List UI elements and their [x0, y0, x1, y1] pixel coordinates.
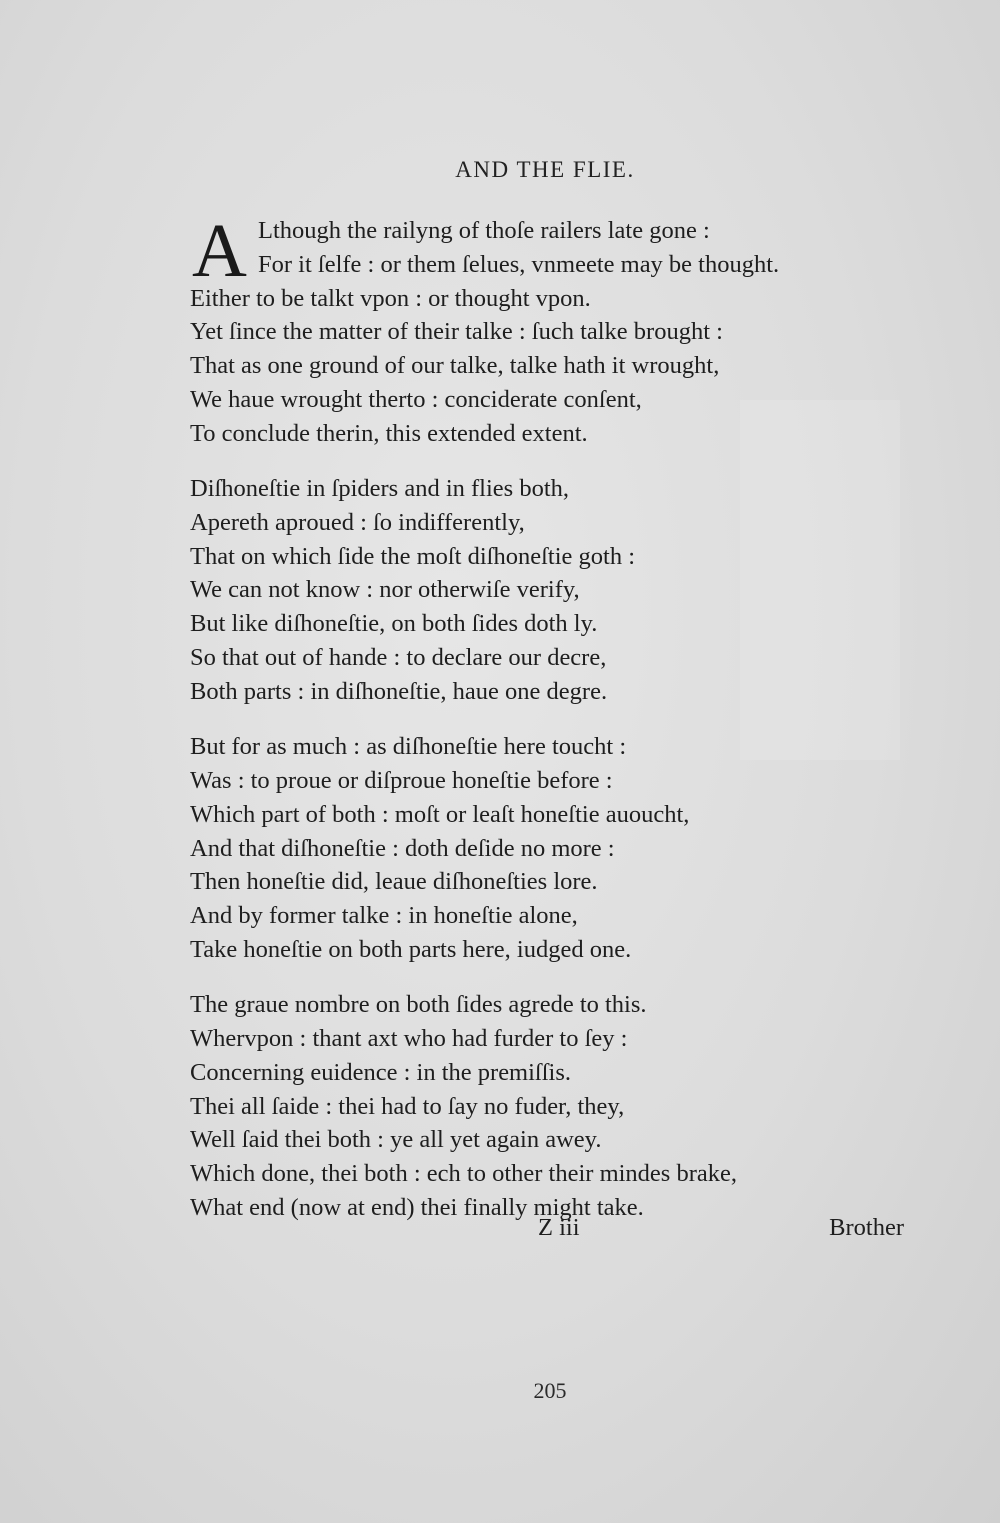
- poem-line: And that diſhoneſtie : doth deſide no more :: [190, 834, 615, 862]
- poem-line: Yet ſince the matter of their talke : ſuch talke brought :: [190, 318, 723, 346]
- poem-line: And by former talke : in honeſtie alone,: [190, 902, 578, 930]
- poem-line: Apereth aproued : ſo indifferently,: [190, 508, 525, 536]
- stanza-2: [190, 472, 920, 709]
- poem-line: Take honeſtie on both parts here, iudged one.: [190, 935, 632, 963]
- signature-mark: Z iii: [538, 1214, 580, 1241]
- page-footer-marks: [190, 1214, 904, 1248]
- poem-line: Lthough the railyng of thoſe railers late gone :: [258, 217, 710, 244]
- poem-line: The graue nombre on both ſides agrede to this.: [190, 991, 647, 1019]
- poem-line: That as one ground of our talke, talke hath it wrought,: [190, 352, 720, 380]
- drop-cap: A: [192, 209, 247, 293]
- poem-line: That on which ſide the moſt diſhoneſtie goth :: [190, 542, 636, 570]
- poem-line: Which done, thei both : ech to other their mindes brake,: [190, 1160, 738, 1188]
- stanza-3: [190, 730, 920, 967]
- poem-line: Was : to proue or diſproue honeſtie before :: [190, 766, 613, 794]
- poem-line: Either to be talkt vpon : or thought vpon.: [190, 284, 591, 312]
- poem-line: Then honeſtie did, leaue diſhoneſties lore.: [190, 868, 598, 896]
- poem-line: We can not know : nor otherwiſe verify,: [190, 576, 580, 604]
- poem-line: But like diſhoneſtie, on both ſides doth ly.: [190, 610, 598, 638]
- poem-line: Both parts : in diſhoneſtie, haue one degre.: [190, 677, 608, 705]
- stanza-4: [190, 988, 920, 1225]
- poem-line: Whervpon : thant axt who had furder to ſey :: [190, 1025, 628, 1053]
- poem-line: Concerning euidence : in the premiſſis.: [190, 1058, 572, 1086]
- poem-line: Well ſaid thei both : ye all yet again awey.: [190, 1126, 602, 1154]
- page-number: 205: [533, 1378, 567, 1403]
- poem-line: Diſhoneſtie in ſpiders and in flies both,: [190, 475, 570, 503]
- poem-line: We haue wrought therto : conciderate conſent,: [190, 385, 642, 413]
- poem-line: But for as much : as diſhoneſtie here toucht :: [190, 733, 627, 761]
- poem-line: Thei all ſaide : thei had to ſay no fuder, they,: [190, 1092, 625, 1120]
- poem-line: For it ſelfe : or them ſelues, vnmeete may be thought.: [258, 250, 780, 278]
- poem-line: What end (now at end) thei finally might take.: [190, 1194, 644, 1222]
- poem-line: Which part of both : moſt or leaſt honeſtie auoucht,: [190, 800, 690, 828]
- page-title: AND THE FLIE.: [455, 157, 635, 182]
- poem: [190, 209, 920, 1246]
- poem-line: So that out of hande : to declare our decre,: [190, 644, 607, 672]
- catchword: Brother: [829, 1214, 904, 1241]
- poem-line: To conclude therin, this extended extent.: [190, 419, 588, 447]
- stanza-1: [190, 209, 920, 451]
